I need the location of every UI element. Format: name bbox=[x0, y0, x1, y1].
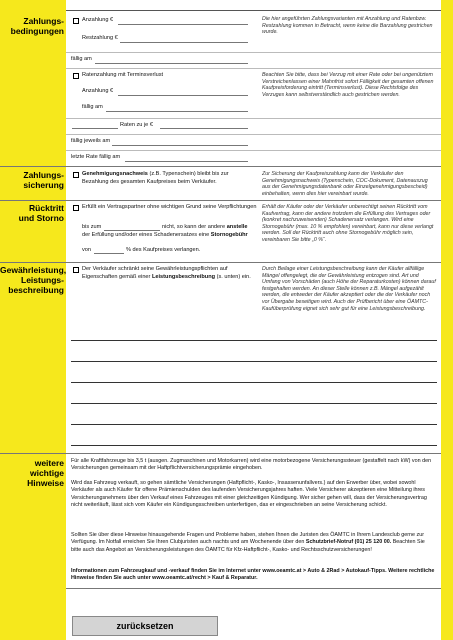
ratenzahlung-checkbox[interactable] bbox=[73, 73, 79, 79]
faellig-jeweils-label: fällig jeweils am bbox=[71, 138, 111, 144]
section-label-hinweise: weitere wichtige Hinweise bbox=[27, 458, 64, 488]
divider bbox=[66, 10, 441, 11]
divider bbox=[0, 453, 441, 454]
section-label-ruecktritt: Rücktritt und Storno bbox=[18, 203, 64, 223]
zahlung-note-2: Beachten Sie bitte, dass bei Verzug mit einer Rate oder bei ungenütztem Verstreichenlassen einer Mahnfrist sofort Fälligkeit der gesamten offenen Kaufpreisforderung eintritt (Terminsverlust). Diese Rechtsfolge des Verzuges kann selbstverständlich auch gestrichen werden. bbox=[262, 72, 434, 98]
hinweis-p3-tail: Beachten Sie bitte auch das Angebot an Versicherungsleistungen des ÖAMTC für Kfz-Haftpflicht-, Kasko- und Rechtsschutzversicherungen! bbox=[71, 539, 425, 553]
divider bbox=[66, 150, 441, 151]
notruf-text: Schutzbrief-Notruf (01) 25 120 00. bbox=[305, 539, 392, 546]
faellig-jeweils-input[interactable] bbox=[112, 145, 248, 146]
anzahlung2-input[interactable] bbox=[118, 95, 248, 96]
hinweis-paragraph-2: Wird das Fahrzeug verkauft, so gehen sämtliche Versicherungen (Haftpflicht-, Kasko-, Insassenunfallvers.) auf den Erwerber über, wobei sowohl Verkäufer als auch Käufer für offene Prämienschulden des laufenden Versicherungsjahres haften. Viele Versicherer akzeptieren eine Mitteilung ihres Versicherungsnehmers über den Verkauf eines Fahrzeuges mit einer gleichzeitigen Kündigung. Wer sicher gehen will, dass der Versicherungsvertrag nicht weiterläuft, lässt sich vom Käufer ein Kündigungsschreiben unterfertigen, das er eingeschrieben an seine Versicherung schickt. bbox=[71, 480, 427, 509]
raten-zu-label: Raten zu je € bbox=[120, 122, 153, 128]
leistungsbeschreibung-line-6[interactable] bbox=[71, 445, 437, 446]
leistungsbeschreibung-line-5[interactable] bbox=[71, 424, 437, 425]
ruecktritt-line-3 bbox=[82, 232, 248, 239]
reset-button[interactable]: zurücksetzen bbox=[72, 616, 218, 636]
prozent-label: % des Kaufpreises verlangen. bbox=[126, 247, 201, 253]
hinweis-paragraph-4: Informationen zum Fahrzeugkauf und -verkauf finden Sie im Internet unter www.oeamtc.at > Auto & 2Rad > Autokauf-Tipps. Weitere rechtliche Hinweise finden Sie auch unter www.oeamtc.at/recht > Kauf & Reparatur. bbox=[71, 568, 435, 582]
erfuellung-text: der Erfüllung und/oder eines Schadenersatzes eine bbox=[82, 232, 211, 238]
divider bbox=[66, 134, 441, 135]
ruecktritt-note: Erhält der Käufer oder der Verkäufer unberechtigt seinen Rücktritt vom Kaufvertrag, kann der andere trotzdem die Erfüllung des Vertrages oder (konkret nachzuweisenden) Schadenersatz verlangen. Wird eine Stornogebühr (max. 10 % empfohlen) vereinbart, kann nur diese verlangt werden. Soll der Rücktritt auch ohne Stornogebühr möglich sein, vereinbaren Sie bitte „0 %“. bbox=[262, 204, 434, 243]
raten-betrag-input[interactable] bbox=[160, 128, 248, 129]
nicht-so-text: nicht, so kann der andere bbox=[162, 224, 227, 230]
section-label-zahlungssicherung: Zahlungs- sicherung bbox=[23, 170, 64, 190]
gewaehr-line-2 bbox=[82, 274, 251, 281]
divider bbox=[0, 200, 441, 201]
right-yellow-stripe bbox=[441, 0, 453, 640]
anzahlung-label: Anzahlung € bbox=[82, 17, 114, 23]
letzte-rate-label: letzte Rate fällig am bbox=[71, 154, 121, 160]
divider bbox=[0, 262, 441, 263]
sicherung-line-1 bbox=[82, 171, 229, 178]
restzahlung-label: Restzahlung € bbox=[82, 35, 118, 41]
zahlung-note-1: Die hier angeführten Zahlungsvarianten mit Anzahlung und Ratenbzw. Restzahlung kommen in Betracht, wenn keine die Barzahlung gestrichen wurde. bbox=[262, 16, 433, 36]
divider bbox=[66, 588, 441, 589]
faellig-am-label: fällig am bbox=[71, 56, 92, 62]
faellig-am-input[interactable] bbox=[95, 63, 248, 64]
bis-zum-input[interactable] bbox=[104, 230, 160, 231]
gewaehr-note: Durch Beilage einer Leistungsbeschreibung kann der Käufer allfällige Mängel offengelegt, die der Gewährleistung entzogen sind. Art und Umfang von Vorschäden (auch Höhe der Reparaturkosten) können darauf festgehalten werden. An dieser Stelle können z.B. Mängel aufgezählt werden, die entweder der Käufer akzeptiert oder die der Verkäufer noch vor Übergabe beseitigen wird. Auch der Prüfbericht über eine ÖAMTC-Kaufüberprüfung eignet sich sehr gut für eine Leistungsbeschreibung. bbox=[262, 266, 436, 312]
leistungsbeschreibung-text: Leistungsbeschreibung bbox=[151, 274, 216, 280]
anzahlung-checkbox[interactable] bbox=[73, 18, 79, 24]
von-label: von bbox=[82, 247, 92, 253]
stornogebuehr-text: Stornogebühr bbox=[210, 232, 248, 238]
leistungsbeschreibung-line-3[interactable] bbox=[71, 382, 437, 383]
divider bbox=[66, 68, 441, 69]
divider bbox=[66, 118, 441, 119]
leistungsbeschreibung-line-4[interactable] bbox=[71, 403, 437, 404]
gewaehrleistung-checkbox[interactable] bbox=[73, 267, 79, 273]
leistungsbeschreibung-line-2[interactable] bbox=[71, 361, 437, 362]
divider bbox=[0, 166, 441, 167]
ratenzahlung-label: Ratenzahlung mit Terminsverlust bbox=[82, 72, 164, 78]
faellig-am2-input[interactable] bbox=[106, 111, 248, 112]
sicherung-bold: Genehmigungsnachweis bbox=[82, 171, 148, 177]
anzahlung2-label: Anzahlung € bbox=[82, 88, 114, 94]
anstelle-text: anstelle bbox=[226, 224, 248, 230]
ruecktritt-line-1: Erfüllt ein Vertragspartner ohne wichtigen Grund seine Verpflichtungen bbox=[82, 204, 257, 210]
faellig-am2-label: fällig am bbox=[82, 104, 103, 110]
genehmigungsnachweis-checkbox[interactable] bbox=[73, 172, 79, 178]
eigenschaften-text: Eigenschaften gemäß einer bbox=[82, 274, 152, 280]
bis-zum-text: bis zum bbox=[82, 224, 102, 230]
letzte-rate-input[interactable] bbox=[125, 161, 248, 162]
storno-prozent-input[interactable] bbox=[94, 253, 124, 254]
anzahlung-input[interactable] bbox=[118, 24, 248, 25]
hinweis-paragraph-1: Für alle Kraftfahrzeuge bis 3,5 t (ausgen. Zugmaschinen und Motorkarren) wird eine motorbezogene Versicherungssteuer (gestaffelt nach kW) von den Versicherungen gemeinsam mit der Haftpflichtversicherungsprämie eingehoben. bbox=[71, 458, 432, 472]
gewaehr-line-1: Der Verkäufer schränkt seine Gewährleistungspflichten auf bbox=[82, 266, 228, 272]
hinweis-paragraph-3 bbox=[71, 532, 436, 554]
ruecktritt-line-2 bbox=[82, 224, 101, 231]
sicherung-note: Zur Sicherung der Kaufpreiszahlung kann der Verkäufer den Genehmigungsnachweis (Typenschein, COC-Dokument, Datenauszug aus der Genehmigungsdatenbank oder Einzelgenehmigungsbescheid) einbehalten, wenn dies hier vereinbart wurde. bbox=[262, 171, 428, 197]
unten-text: (s. unten) ein. bbox=[215, 274, 251, 280]
ruecktritt-checkbox[interactable] bbox=[73, 205, 79, 211]
restzahlung-input[interactable] bbox=[120, 42, 248, 43]
hinweis-p3-text: Sollten Sie über diese Hinweise hinausgehende Fragen und Probleme haben, stehen Ihnen die Juristen des ÖAMTC in Ihrem Landesclub gerne zur Verfügung. Im Notfall erreichen Sie Ihren Clubjuristen auch nachts und am Wochenende über den bbox=[71, 532, 425, 546]
leistungsbeschreibung-line-1[interactable] bbox=[71, 340, 437, 341]
section-label-gewaehrleistung: Gewährleistung, Leistungs- beschreibung bbox=[0, 265, 67, 295]
raten-anzahl-input[interactable] bbox=[72, 128, 118, 129]
ruecktritt-line-2b bbox=[162, 224, 248, 231]
sicherung-rest: (z.B. Typenschein) bleibt bis zur bbox=[147, 171, 229, 177]
section-label-zahlungsbedingungen: Zahlungs- bedingungen bbox=[10, 16, 64, 36]
divider bbox=[66, 52, 441, 53]
sicherung-line-2: Bezahlung des gesamten Kaufpreises beim Verkäufer. bbox=[82, 179, 217, 185]
